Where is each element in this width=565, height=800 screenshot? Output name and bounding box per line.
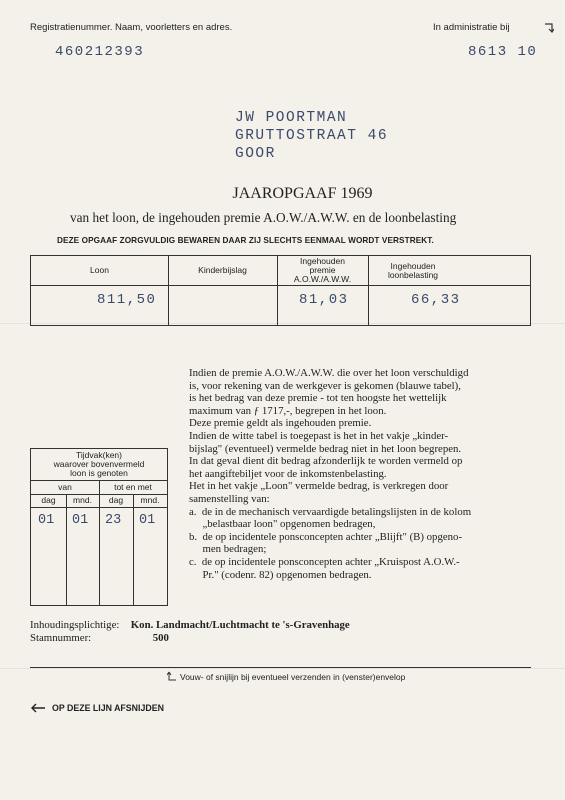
value-end-month: 01 — [139, 513, 156, 528]
explanation-line: c. de op incidentele ponsconcepten achter „Kruispost A.O.W.- — [189, 555, 460, 568]
col-mnd-1: mnd. — [73, 495, 92, 505]
col-mnd-2: mnd. — [140, 495, 160, 505]
explanation-text — [189, 367, 544, 581]
value-belasting: 66,33 — [411, 292, 461, 308]
header-kinderbijslag: Kinderbijslag — [198, 265, 247, 275]
header-premie-line1: Ingehouden — [300, 256, 345, 266]
explanation-line: maximum van ƒ 1717,-, begrepen in het loon. — [189, 404, 387, 417]
employer-label: Inhoudingsplichtige: — [30, 619, 120, 631]
fold-note: Vouw- of snijlijn bij eventueel verzenden in (venster)envelop — [180, 672, 406, 682]
employer-block — [30, 619, 350, 644]
explanation-line: b. de op incidentele ponsconcepten achter „Blijft" (B) opgeno- — [189, 530, 463, 543]
period-divider — [66, 494, 67, 605]
header-premie — [277, 256, 368, 285]
fold-cut-line — [30, 667, 531, 668]
document-subtitle: van het loon, de ingehouden premie A.O.W./A.W.W. en de loonbelasting — [70, 210, 457, 225]
explanation-line: samenstelling van: — [189, 492, 270, 505]
keep-safe-notice: DEZE OPGAAF ZORGVULDIG BEWAREN DAAR ZIJ SLECHTS EENMAAL WORDT VERSTREKT. — [57, 236, 434, 245]
explanation-line: men bedragen; — [189, 543, 267, 556]
address-street: GRUTTOSTRAAT 46 — [235, 128, 389, 144]
fold-line-lower — [0, 668, 565, 669]
address-block — [235, 109, 388, 163]
address-city: GOOR — [235, 146, 276, 162]
value-end-day: 23 — [105, 513, 122, 528]
header-premie-line2: premie — [309, 265, 336, 275]
explanation-line: bijslag" (eventueel) vermelde bedrag niet in het loon begrepen. — [189, 442, 462, 455]
registration-number: 460212393 — [55, 44, 145, 60]
explanation-line: In dat geval dient dit bedrag afzonderlijk te worden vermeld op — [189, 455, 463, 468]
explanation-line: is het bedrag van deze premie - tot ten hoogste het wettelijk — [189, 392, 447, 405]
amounts-table — [30, 255, 531, 326]
corner-arrow-icon — [544, 22, 554, 34]
value-premie: 81,03 — [299, 292, 349, 308]
header-belasting-line1: Ingehouden — [390, 260, 436, 271]
explanation-line: Deze premie geldt als ingehouden premie. — [189, 417, 372, 430]
period-divider — [133, 494, 134, 605]
col-dag-2: dag — [108, 495, 124, 505]
explanation-line: het aangiftebiljet voor de inkomstenbelasting. — [189, 467, 387, 480]
employer-value: Kon. Landmacht/Luchtmacht te 's-Gravenhage — [130, 619, 350, 631]
explanation-line: Indien de premie A.O.W./A.W.W. die over het loon verschuldigd — [189, 367, 469, 379]
value-loon: 811,50 — [97, 292, 157, 308]
administration-number: 8613 10 — [468, 44, 538, 60]
administration-label: In administratie bij — [433, 22, 510, 33]
period-title-line2: waarover bovenvermeld — [53, 459, 145, 469]
value-start-day: 01 — [38, 513, 55, 528]
header-belasting — [368, 256, 458, 285]
fold-arrow-icon — [167, 671, 177, 682]
explanation-line: „belastbaar loon" opgenomen bedragen, — [189, 518, 376, 531]
period-table — [30, 448, 168, 606]
registration-label: Registratienummer. Naam, voorletters en adres. — [30, 22, 233, 33]
period-title-line3: loon is genoten — [70, 468, 128, 478]
left-arrow-icon — [30, 703, 46, 713]
explanation-line: Pr." (codenr. 82) opgenomen bedragen. — [189, 568, 372, 581]
value-start-month: 01 — [72, 513, 89, 528]
period-title-line1: Tijdvak(ken) — [76, 450, 122, 460]
header-belasting-line2: loonbelasting — [387, 269, 439, 280]
header-premie-line3: A.O.W./A.W.W. — [293, 274, 352, 284]
explanation-line: Indien de witte tabel is toegepast is het in het vakje „kinder- — [189, 429, 449, 442]
explanation-line: is, voor rekening van de werkgever is gekomen (blauwe tabel), — [189, 379, 461, 392]
period-tot-label: tot en met — [114, 482, 152, 492]
explanation-line: a. de in de mechanisch vervaardigde betalingslijsten in de kolom — [189, 505, 472, 518]
period-title-row — [31, 449, 167, 481]
stamnummer-label: Stamnummer: — [30, 631, 92, 644]
address-name: JW POORTMAN — [235, 110, 348, 126]
cut-instruction: OP DEZE LIJN AFSNIJDEN — [52, 703, 164, 713]
stamnummer-value: 500 — [152, 631, 169, 644]
header-loon: Loon — [90, 265, 109, 275]
period-van-label: van — [58, 482, 72, 492]
explanation-line: Het in het vakje „Loon" vermelde bedrag, is verkregen door — [189, 480, 449, 493]
document-title: JAAROPGAAF 1969 — [232, 185, 373, 202]
col-dag-1: dag — [41, 495, 56, 505]
